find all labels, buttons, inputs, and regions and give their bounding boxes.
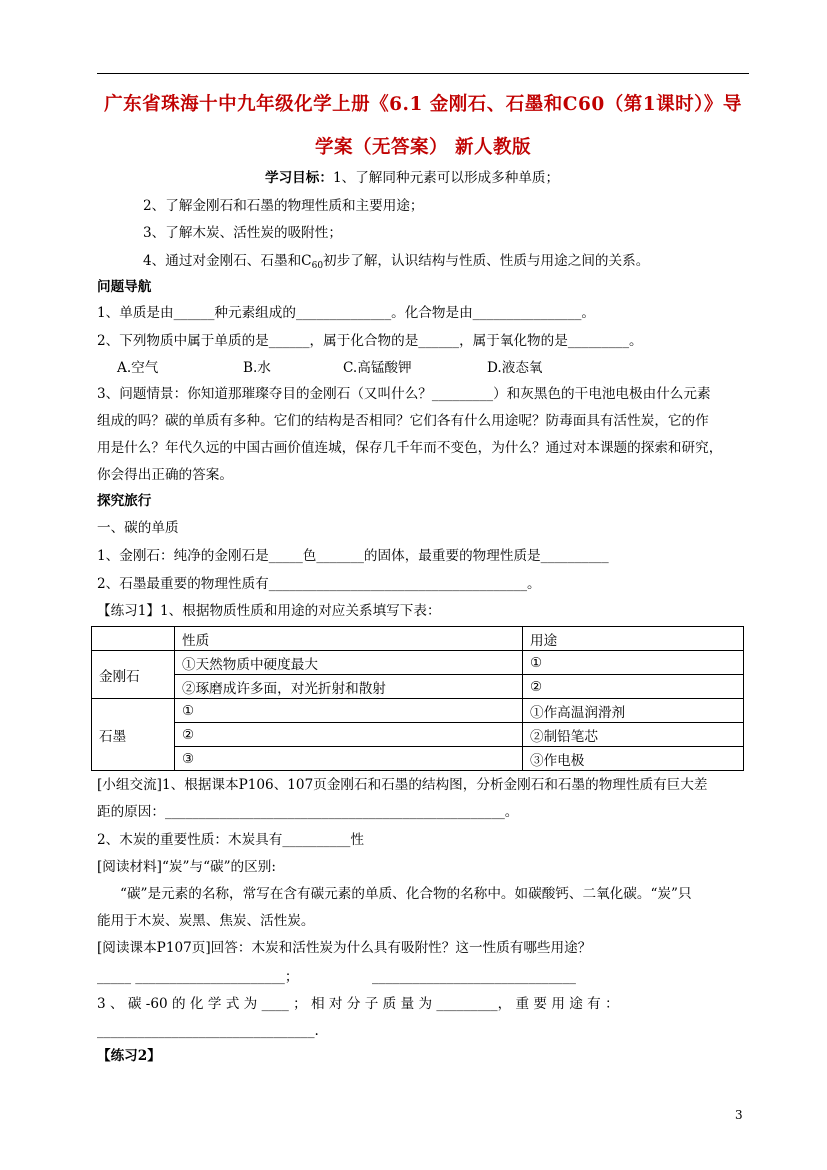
diamond-property-1: ①天然物质中硬度最大	[175, 651, 523, 675]
table-row	[92, 747, 744, 771]
reading-material-line1: “碳”是元素的名称，常写在含有碳元素的单质、化合物的名称中。如碳酸钙、二氧化碳。“炭”只	[120, 886, 692, 902]
table-header-property: 性质	[175, 627, 523, 651]
question-2: 2、下列物质中属于单质的是______，属于化合物的是______，属于氧化物的是_________。	[97, 333, 643, 349]
row-label-graphite: 石墨	[92, 699, 175, 771]
diamond-use-1: ①	[523, 651, 744, 675]
table-row	[92, 699, 744, 723]
graphite-property-2: ②	[175, 723, 523, 747]
properties-uses-table	[91, 626, 744, 771]
question-3-line1: 3、问题情景：你知道那璀璨夺目的金刚石（又叫什么？_________）和灰黑色的干电池电极由什么元素	[97, 386, 711, 402]
page-title-line2: 学案（无答案） 新人教版	[315, 137, 531, 158]
learning-goal-2: 2、了解金刚石和石墨的物理性质和主要用途；	[143, 198, 424, 214]
question-1: 1、单质是由______种元素组成的______________。化合物是由________________。	[97, 305, 596, 321]
section-heading-explore: 探究旅行	[97, 493, 152, 509]
subsection-carbon-elements: 一、碳的单质	[97, 520, 179, 536]
learning-goal-4	[143, 251, 649, 276]
exercise-1-prompt: 【练习1】1、根据物质性质和用途的对应关系填写下表：	[97, 603, 441, 619]
section-heading-guide: 问题导航	[97, 279, 152, 295]
reading-material-heading: [阅读材料]“炭”与“碳”的区别:	[97, 859, 276, 875]
row-label-diamond: 金刚石	[92, 651, 175, 699]
learning-goal-3: 3、了解木炭、活性炭的吸附性；	[143, 225, 342, 241]
group-discussion-line2: 距的原因：__________________________________________________。	[97, 804, 519, 820]
table-row	[92, 651, 744, 675]
goal-4-pre: 4、通过对金刚石、石墨和C	[143, 253, 312, 269]
diamond-use-2: ②	[523, 675, 744, 699]
graphite-use-2: ②制铅笔芯	[523, 723, 744, 747]
table-row	[92, 723, 744, 747]
header-rule	[97, 73, 749, 74]
question-3-line2: 组成的吗？碳的单质有多种。它们的结构是否相同？它们各有什么用途呢？防毒面具有活性炭，它的作	[97, 413, 709, 429]
graphite-property-3: ③	[175, 747, 523, 771]
table-row	[92, 675, 744, 699]
answer-blank-b: ______________________________	[372, 969, 576, 985]
table-header-use: 用途	[523, 627, 744, 651]
table-header-empty	[92, 627, 175, 651]
graphite-question: 2、石墨最重要的物理性质有______________________________________。	[97, 576, 541, 592]
answer-blank-a: _____ ______________________；	[97, 969, 299, 985]
c60-question-line2: ________________________________.	[97, 1023, 319, 1039]
option-b: B.水	[243, 360, 271, 376]
diamond-property-2: ②琢磨成许多面，对光折射和散射	[175, 675, 523, 699]
goal-1-text: 1、了解同种元素可以形成多种单质；	[332, 170, 560, 186]
question-3-line3: 用是什么？年代久远的中国古画价值连城，保存几千年而不变色，为什么？通过对本课题的探索和研究，	[97, 440, 723, 456]
page-title-line1: 广东省珠海十中九年级化学上册《6.1 金刚石、石墨和C60（第1课时）》导	[104, 94, 742, 115]
option-d: D.液态氧	[487, 360, 543, 376]
page-number: 3	[735, 1108, 743, 1122]
table-row	[92, 627, 744, 651]
learning-goal-1	[265, 168, 559, 188]
c60-question-line1: 3 、 碳 -60 的 化 学 式 为 ____ ； 相 对 分 子 质 量 为 _________， 重 要 用 途 有 ：	[97, 996, 619, 1012]
learning-goals-label: 学习目标：	[265, 170, 333, 186]
goal-4-subscript: 60	[311, 261, 324, 271]
graphite-property-1: ①	[175, 699, 523, 723]
group-discussion-line1: [小组交流]1、根据课本P106、107页金刚石和石墨的结构图，分析金刚石和石墨的物理性质有巨大差	[97, 777, 708, 793]
goal-4-post: 初步了解，认识结构与性质、性质与用途之间的关系。	[323, 253, 650, 269]
reading-material-line2: 能用于木炭、炭黑、焦炭、活性炭。	[97, 913, 315, 929]
diamond-question: 1、金刚石：纯净的金刚石是_____色_______的固体，最重要的物理性质是__________	[97, 548, 609, 564]
graphite-use-3: ③作电极	[523, 747, 744, 771]
question-3-line4: 你会得出正确的答案。	[97, 467, 233, 483]
option-a: A.空气	[117, 360, 159, 376]
option-c: C.高锰酸钾	[343, 360, 412, 376]
textbook-reading-question: [阅读课本P107页]回答：木炭和活性炭为什么具有吸附性？这一性质有哪些用途？	[97, 940, 592, 956]
charcoal-property: 2、木炭的重要性质：木炭具有__________性	[97, 832, 364, 848]
exercise-2-heading: 【练习2】	[97, 1048, 161, 1064]
graphite-use-1: ①作高温润滑剂	[523, 699, 744, 723]
